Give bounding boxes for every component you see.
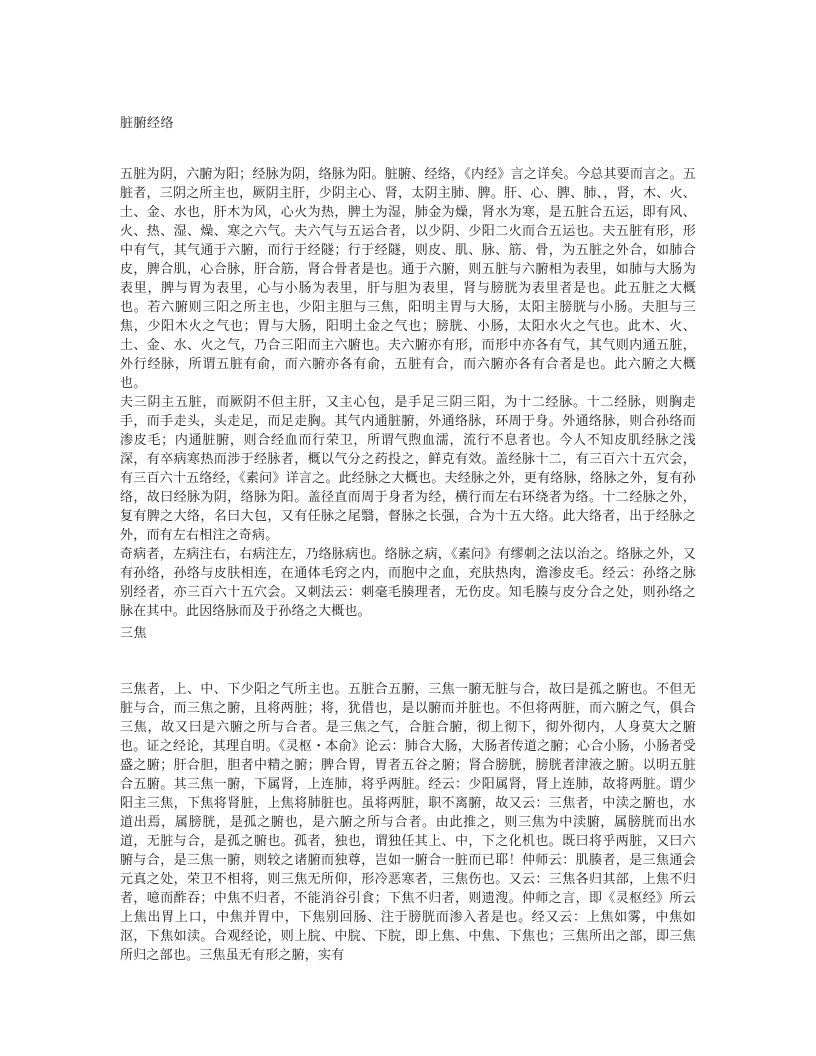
section-body-zangfu-jingluo <box>120 165 696 621</box>
section-heading-sanjiao: 三焦 <box>120 626 148 641</box>
paragraph: 夫三阴主五脏，而厥阴不但主肝，又主心包，是手足三阴三阳，为十二经脉。十二经脉，则胸走手，而手走头，头走足，而足走胸。其气内通脏腑，外通络脉，环周于身。外通络脉，则合孙络而渗皮毛；内通脏腑，则合经血而行荣卫，所谓气煦血濡，流行不息者也。今人不知皮肌经脉之浅深，有卒病寒热而涉于经脉者，概以气分之药投之，鲜克有效。盖经脉十二，有三百六十五穴会，有三百六十五络经，《素问》详言之。此经脉之大概也。夫经脉之外，更有络脉，络脉之外，复有孙络，故曰经脉为阴，络脉为阳。盖径直而周于身者为经，横行而左右环绕者为络。十二经脉之外，复有脾之大络，名曰大包，又有任脉之尾翳，督脉之长强，合为十五大络。此大络者，出于经脉之外，而有左右相注之奇病。 <box>120 395 696 543</box>
paragraph: 奇病者，左病注右，右病注左，乃络脉病也。络脉之病，《素问》有缪刺之法以治之。络脉之外，又有孙络，孙络与皮肤相连，在通体毛窍之内，而胞中之血，充肤热肉，澹渗皮毛。经云：孙络之脉别经者，亦三百六十五穴会。又刺法云：刺毫毛腠理者，无伤皮。知毛腠与皮分合之处，则孙络之脉在其中。此因络脉而及于孙络之大概也。 <box>120 547 696 619</box>
paragraph: 五脏为阴，六腑为阳；经脉为阴，络脉为阳。脏腑、经络，《内经》言之详矣。今总其要而言之。五脏者，三阴之所主也，厥阴主肝，少阴主心、肾，太阴主肺、脾。肝、心、脾、肺、，肾，木、火、土、金、水也，肝木为风，心火为热，脾土为湿，肺金为燥，肾水为寒，是五脏合五运，即有风、火、热、湿、燥、寒之六气。夫六气与五运合者，以少阴、少阳二火而合五运也。夫五脏有形，形中有气，其气通于六腑，而行于经隧；行于经隧，则皮、肌、脉、筋、骨，为五脏之外合，如肺合皮，脾合肌，心合脉，肝合筋，肾合骨者是也。通于六腑，则五脏与六腑相为表里，如肺与大肠为表里，脾与胃为表里，心与小肠为表里，肝与胆为表里，肾与膀胱为表里者是也。此五脏之大概也。若六腑则三阳之所主也，少阳主胆与三焦，阳明主胃与大肠，太阳主膀胱与小肠。夫胆与三焦，少阳木火之气也；胃与大肠，阳明土金之气也；膀胱、小肠，太阳水火之气也。此木、火、土、金、水、火之气，乃合三阳而主六腑也。夫六腑亦有形，而形中亦各有气，其气则内通五脏，外行经脉，所谓五脏有俞，而六腑亦各有俞，五脏有合，而六腑亦各有合者是也。此六腑之大概也。 <box>120 167 696 391</box>
section-body-sanjiao <box>120 680 696 965</box>
paragraph: 三焦者，上、中、下少阳之气所主也。五脏合五腑，三焦一腑无脏与合，故曰是孤之腑也。不但无脏与合，而三焦之腑，且将两脏；将，犹借也，是以腑而并脏也。不但将两脏，而六腑之气，俱合三焦，故又曰是六腑之所与合者。是三焦之气，合脏合腑，彻上彻下，彻外彻内，人身莫大之腑也。证之经论，其理自明。《灵枢・本俞》论云：肺合大肠，大肠者传道之腑；心合小肠，小肠者受盛之腑；肝合胆，胆者中精之腑；脾合胃，胃者五谷之腑；肾合膀胱，膀胱者津液之腑。以明五脏合五腑。其三焦一腑，下属肾，上连肺，将乎两脏。经云：少阳属肾，肾上连肺，故将两脏。谓少阳主三焦，下焦将肾脏，上焦将肺脏也。虽将两脏，职不离腑，故又云：三焦者，中渎之腑也，水道出焉，属膀胱，是孤之腑也，是六腑之所与合者。由此推之，则三焦为中渎腑，属膀胱而出水道，无脏与合，是孤之腑也。孤者，独也，谓独任其上、中，下之化机也。既曰将乎两脏，又曰六腑与合，是三焦一腑，则较之诸腑而独尊，岂如一腑合一脏而已耶！仲师云：肌腠者，是三焦通会元真之处，荣卫不相将，则三焦无所仰，形冷恶寒者，三焦伤也。又云：三焦各归其部，上焦不归者，噫而酢吞；中焦不归者，不能消谷引食；下焦不归者，则遗溲。仲师之言，即《灵枢经》所云上焦出胃上口，中焦并胃中，下焦别回肠、注于膀胱而渗入者是也。经又云：上焦如雾，中焦如沤，下焦如渎。合观经论，则上脘、中脘、下脘，即上焦、中焦、下焦也；三焦所出之部，即三焦所归之部也。三焦虽无有形之腑，实有 <box>120 682 696 963</box>
section-heading-zangfu-jingluo: 脏腑经络 <box>120 116 175 131</box>
